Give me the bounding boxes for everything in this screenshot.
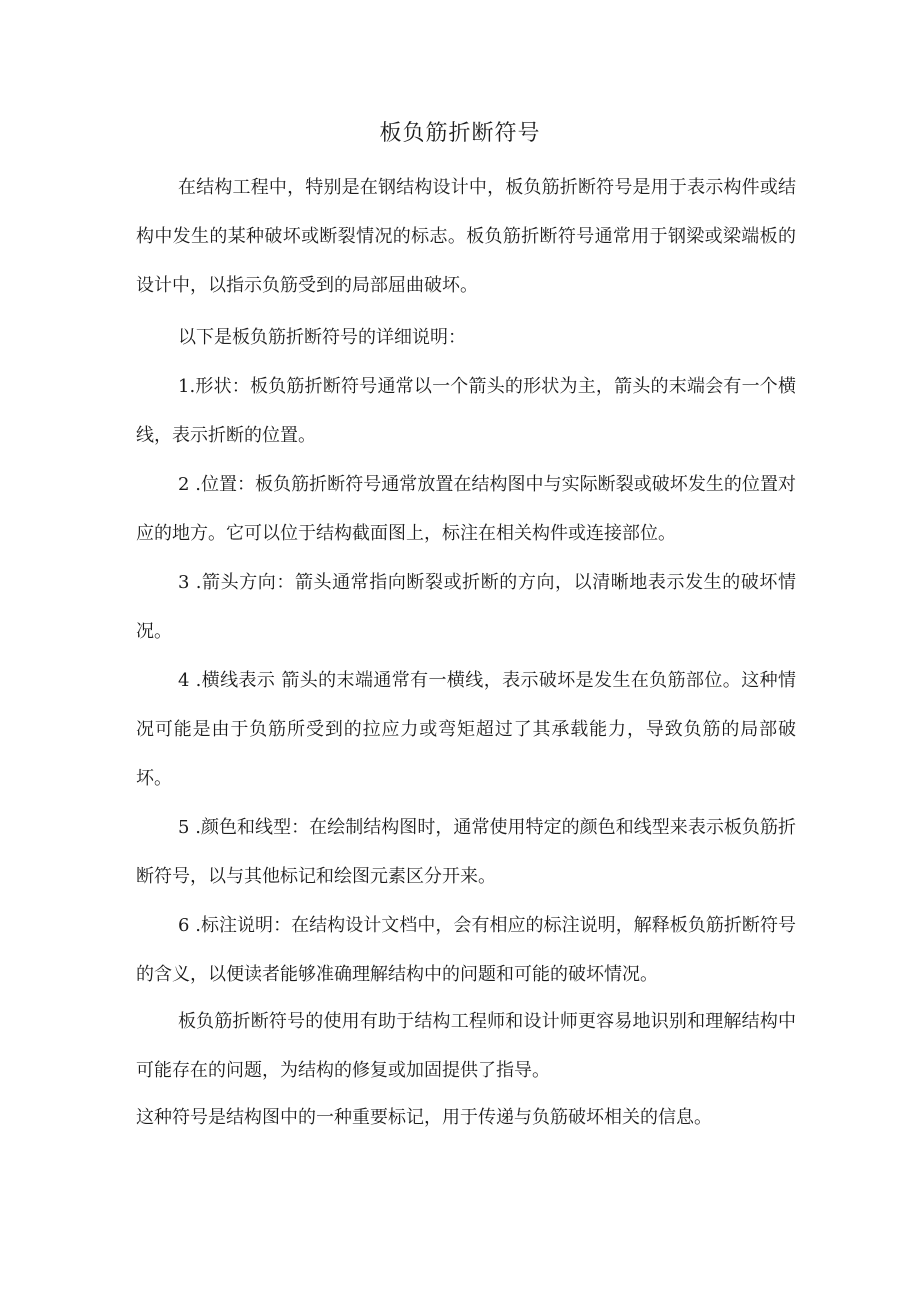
paragraph-item-1-shape: 1.形状：板负筋折断符号通常以一个箭头的形状为主，箭头的末端会有一个横线，表示折断的位置。 <box>136 376 796 446</box>
paragraph-item-3-arrow-direction: 3 .箭头方向：箭头通常指向断裂或折断的方向，以清晰地表示发生的破坏情况。 <box>136 572 796 642</box>
paragraph-item-5-color-linetype: 5 .颜色和线型：在绘制结构图时，通常使用特定的颜色和线型来表示板负筋折断符号，以与其他标记和绘图元素区分开来。 <box>136 817 796 887</box>
paragraph-item-6-annotation: 6 .标注说明：在结构设计文档中，会有相应的标注说明，解释板负筋折断符号的含义，以便读者能够准确理解结构中的问题和可能的破坏情况。 <box>136 915 796 985</box>
document-title: 板负筋折断符号 <box>379 121 541 146</box>
paragraph-usage-summary: 板负筋折断符号的使用有助于结构工程师和设计师更容易地识别和理解结构中可能存在的问题，为结构的修复或加固提供了指导。 <box>136 1011 796 1081</box>
paragraph-item-2-position: 2 .位置：板负筋折断符号通常放置在结构图中与实际断裂或破坏发生的位置对应的地方。它可以位于结构截面图上，标注在相关构件或连接部位。 <box>136 474 796 544</box>
paragraph-closing: 这种符号是结构图中的一种重要标记，用于传递与负筋破坏相关的信息。 <box>136 1107 712 1128</box>
paragraph-intro: 在结构工程中，特别是在钢结构设计中，板负筋折断符号是用于表示构件或结构中发生的某种破坏或断裂情况的标志。板负筋折断符号通常用于钢梁或梁端板的设计中，以指示负筋受到的局部屈曲破坏。 <box>136 177 796 296</box>
paragraph-item-4-horizontal-line: 4 .横线表示 箭头的末端通常有一横线，表示破坏是发生在负筋部位。这种情况可能是由于负筋所受到的拉应力或弯矩超过了其承载能力，导致负筋的局部破坏。 <box>136 670 796 789</box>
paragraph-details-lead: 以下是板负筋折断符号的详细说明： <box>178 327 466 348</box>
